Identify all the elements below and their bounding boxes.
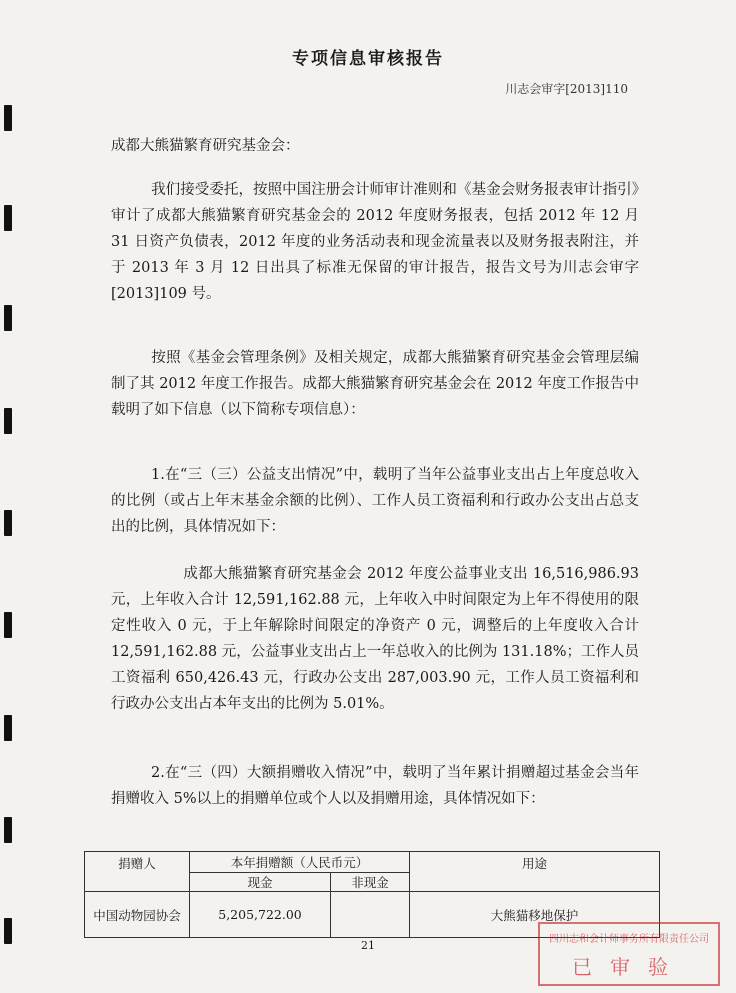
header-amount: 本年捐赠额（人民币元） bbox=[190, 852, 410, 873]
binder-mark bbox=[4, 612, 12, 638]
cell-donor: 中国动物园协会 bbox=[85, 892, 190, 938]
cell-purpose: 大熊猫移地保护 bbox=[410, 892, 660, 938]
cell-noncash bbox=[331, 892, 410, 938]
table-header-row bbox=[85, 852, 660, 873]
cell-cash: 5,205,722.00 bbox=[190, 892, 331, 938]
header-purpose: 用途 bbox=[410, 852, 660, 892]
stamp-verified-text: 已审验 bbox=[572, 955, 686, 979]
binder-mark bbox=[4, 408, 12, 434]
stamp-firm-name: 四川志和会计师事务所有限责任公司 bbox=[549, 934, 709, 945]
page-number: 21 bbox=[361, 939, 375, 952]
paragraph-engagement: 我们接受委托，按照中国注册会计师审计准则和《基金会财务报表审计指引》审计了成都大熊猫繁育研究基金会的 2012 年度财务报表，包括 2012 年 12 月 31 日资产负债表，2012 年度的业务活动表和现金流量表以及财务报表附注，并于 2013 年 3 月 12 日出具了标准无保留的审计报告，报告文号为川志会审字[2013]109 号。 bbox=[111, 182, 639, 302]
addressee: 成都大熊猫繁育研究基金会： bbox=[111, 138, 300, 154]
header-noncash: 非现金 bbox=[331, 873, 410, 892]
binder-mark bbox=[4, 715, 12, 741]
paragraph-item-1: 1.在“三（三）公益支出情况”中，载明了当年公益事业支出占上年度总收入的比例（或占上年末基金余额的比例）、工作人员工资福利和行政办公支出占总支出的比例，具体情况如下： bbox=[111, 467, 639, 535]
header-cash: 现金 bbox=[190, 873, 331, 892]
binder-mark bbox=[4, 105, 12, 131]
report-title: 专项信息审核报告 bbox=[292, 49, 444, 69]
binder-mark bbox=[4, 205, 12, 231]
audit-stamp bbox=[538, 922, 720, 986]
header-donor: 捐赠人 bbox=[85, 852, 190, 892]
binder-mark bbox=[4, 510, 12, 536]
paragraph-management-report: 按照《基金会管理条例》及相关规定，成都大熊猫繁育研究基金会管理层编制了其 2012 年度工作报告。成都大熊猫繁育研究基金会在 2012 年度工作报告中载明了如下信息（以下简称专项信息）： bbox=[111, 350, 639, 418]
document-number: 川志会审字[2013]110 bbox=[505, 82, 628, 96]
binder-mark bbox=[4, 305, 12, 331]
paragraph-item-2: 2.在“三（四）大额捐赠收入情况”中，载明了当年累计捐赠超过基金会当年捐赠收入 5%以上的捐赠单位或个人以及捐赠用途，具体情况如下： bbox=[111, 765, 639, 807]
binder-mark bbox=[4, 817, 12, 843]
paragraph-item-1-details: 成都大熊猫繁育研究基金会 2012 年度公益事业支出 16,516,986.93 元，上年收入合计 12,591,162.88 元，上年收入中时间限定为上年不得使用的限定性收入 0 元，于上年解除时间限定的净资产 0 元，调整后的上年度收入合计 12,591,162.88 元，公益事业支出占上一年总收入的比例为 131.18%；工作人员工资福利 650,426.43 元，行政办公支出 287,003.90 元，工作人员工资福利和行政办公支出占本年支出的比例为 5.01%。 bbox=[111, 566, 639, 712]
